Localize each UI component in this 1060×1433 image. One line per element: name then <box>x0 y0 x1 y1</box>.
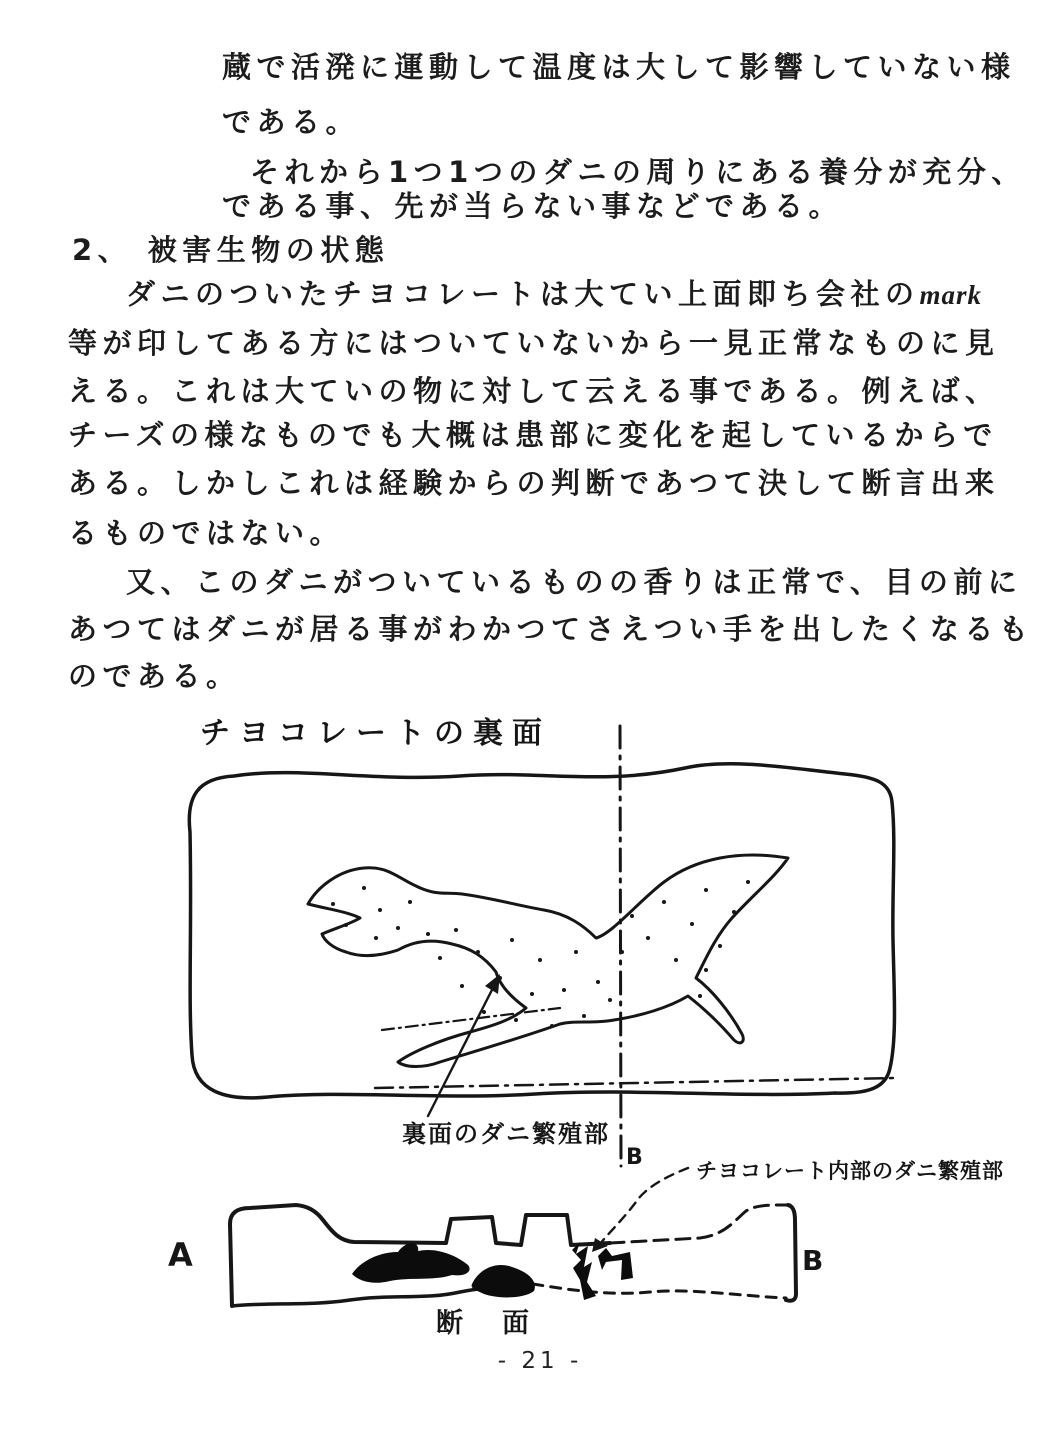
paragraph2-line4: チーズの様なものでも大概は患部に変化を起しているからで <box>68 418 998 452</box>
paragraph1-line4: である事、先が当らない事などである。 <box>222 189 844 223</box>
paragraph2-line5: ある。しかしこれは経験からの判断であつて決して断言出来 <box>68 466 1000 500</box>
cross-section-top-right-dash <box>610 1205 790 1243</box>
page-number: - 21 - <box>497 1348 583 1374</box>
mite-mass-4 <box>598 1248 633 1280</box>
paragraph2-line1-latin-word: mark <box>919 280 983 310</box>
blob-underside-dash-line <box>382 1008 560 1030</box>
section-line <box>620 726 621 1166</box>
paragraph2-line6: るものではない。 <box>68 516 345 550</box>
paragraph2-line2: 等が印してある方にはついていないから一見正常なものに見 <box>68 326 1000 360</box>
paragraph2-line1 <box>126 272 982 313</box>
internal-colony-label: チヨコレート内部のダニ繁殖部 <box>696 1159 1004 1183</box>
section-heading: 2、 被害生物の状態 <box>72 233 390 267</box>
paragraph1-line3: それから1つ1つのダニの周りにある養分が充分、 <box>250 155 1026 189</box>
paragraph2-line3: える。これは大ていの物に対して云える事である。例えば、 <box>68 374 1000 408</box>
paragraph1-line1: 蔵で活溌に運動して温度は大して影響していない様 <box>222 50 1016 84</box>
cross-section-caption: 断 面 <box>436 1308 535 1339</box>
stipple-dots <box>331 880 750 1028</box>
cross-section-letter-a: A <box>168 1236 193 1274</box>
paragraph3-line2: あつてはダニが居る事がわかつてさえつい手を出したくなるも <box>68 612 1034 646</box>
internal-label-leader <box>599 1168 688 1245</box>
mite-colony-blob <box>308 855 788 1067</box>
paragraph2-line1-jp: ダニのついたチヨコレートは大てい上面即ち会社の <box>126 277 920 311</box>
cross-section-view <box>168 1168 823 1339</box>
paragraph3-line1: 又、このダニがついているものの香りは正常で、目の前に <box>126 565 1023 599</box>
paragraph1-line2: である。 <box>222 105 361 139</box>
paragraph3-line3: のである。 <box>68 659 241 693</box>
figure-title: チヨコレートの裏面 <box>200 716 551 751</box>
chocolate-figure <box>140 690 1020 1410</box>
bottom-dash-line <box>375 1078 895 1088</box>
chocolate-back-view <box>189 726 1004 1183</box>
cross-section-bottom-dash <box>533 1284 786 1298</box>
back-surface-label: 裏面のダニ繁殖部 <box>402 1120 610 1148</box>
cross-section-right-wall <box>786 1205 796 1301</box>
chocolate-outline <box>189 764 894 1098</box>
cross-section-letter-b: B <box>802 1244 824 1277</box>
mite-mass-2 <box>472 1265 535 1297</box>
mite-mass-1 <box>352 1243 470 1283</box>
section-line-letter: B <box>626 1145 643 1170</box>
